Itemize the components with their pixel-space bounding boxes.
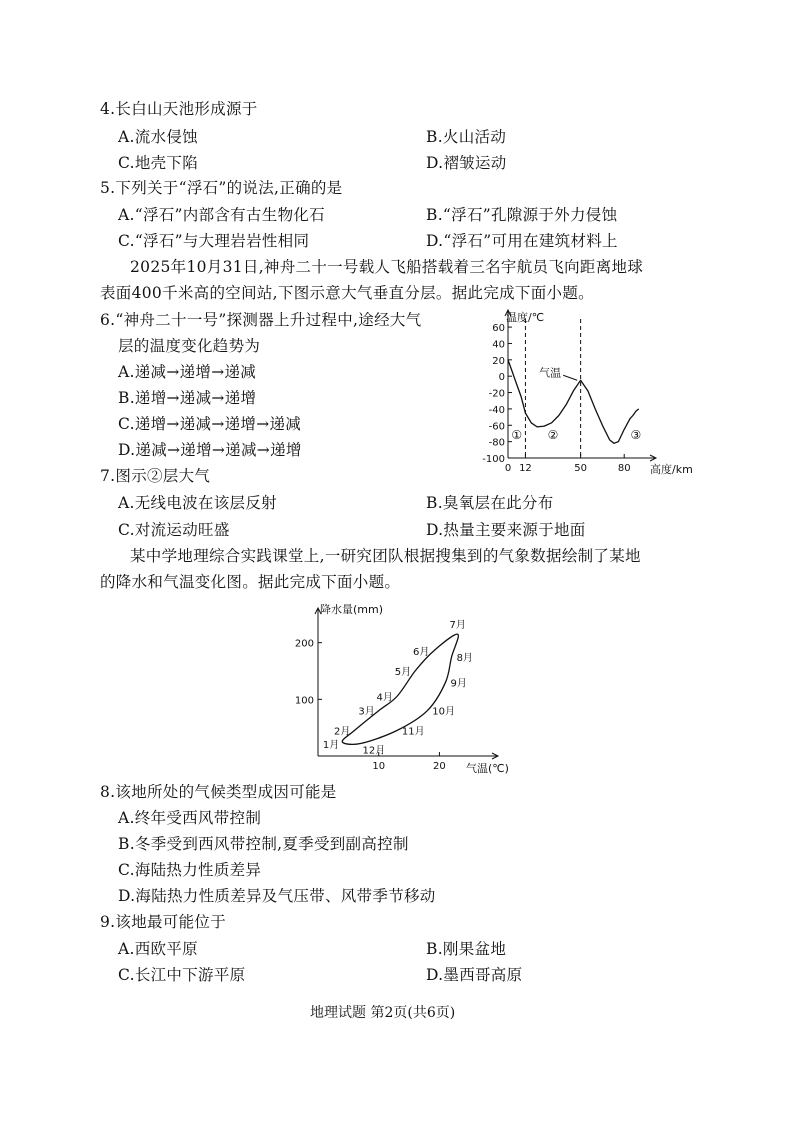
q9-option-a: A.西欧平原 (118, 940, 198, 958)
layer-label: ① (511, 428, 523, 443)
y-axis-label: 降水量(mm) (320, 603, 384, 616)
month-label: 6月 (412, 647, 430, 659)
q6-option-c: C.递增→递减→递增→递减 (118, 415, 302, 433)
q7-stem: 7.图示②层大气 (100, 467, 211, 485)
y-tick-label: 0 (498, 372, 505, 384)
q6-option-d: D.递减→递增→递减→递增 (118, 441, 302, 459)
page-footer: 地理试题 第2页(共6页) (310, 1005, 456, 1021)
series-label: 气温 (539, 366, 562, 380)
month-label: 8月 (456, 652, 473, 664)
q7-option-b: B.臭氧层在此分布 (426, 494, 554, 512)
q4-stem: 4.长白山天池形成源于 (100, 100, 258, 118)
temperature-curve (508, 360, 642, 444)
q9-option-c: C.长江中下游平原 (118, 966, 246, 984)
q4-option-d: D.褶皱运动 (426, 154, 507, 172)
x-axis-label: 气温(℃) (466, 762, 509, 775)
atmosphere-temperature-chart (470, 305, 700, 477)
q5-option-d: D.“浮石”可用在建筑材料上 (426, 232, 618, 250)
month-label: 9月 (450, 678, 467, 690)
month-label: 2月 (334, 726, 351, 738)
climate-loop-curve (342, 634, 458, 744)
q9-option-d: D.墨西哥高原 (426, 966, 523, 984)
x-tick-label: 50 (574, 463, 587, 474)
q6-option-b: B.递增→递减→递增 (118, 389, 257, 407)
passage-2-line-1: 某中学地理综合实践课堂上,一研究团队根据搜集到的气象数据绘制了某地 (130, 547, 641, 565)
y-axis-label: 温度/℃ (506, 311, 545, 324)
y-tick-label: -80 (488, 437, 505, 449)
x-tick-label: 10 (372, 761, 386, 772)
q5-stem: 5.下列关于“浮石”的说法,正确的是 (100, 179, 343, 197)
month-label: 7月 (449, 620, 466, 632)
x-tick-label: 0 (504, 463, 512, 474)
q4-option-b: B.火山活动 (426, 128, 507, 146)
q7-option-a: A.无线电波在该层反射 (118, 494, 277, 512)
series-label-leader (563, 375, 577, 380)
x-tick-label: 80 (617, 463, 631, 474)
x-tick-label: 20 (433, 761, 446, 772)
q5-option-c: C.“浮石”与大理岩岩性相同 (118, 232, 310, 250)
q5-option-b: B.“浮石”孔隙源于外力侵蚀 (426, 206, 618, 224)
y-tick-label: 100 (294, 695, 314, 707)
climate-loop-chart (288, 598, 518, 778)
q6-stem-line-2: 层的温度变化趋势为 (118, 337, 261, 355)
month-label: 12月 (362, 745, 386, 757)
q8-option-c: C.海陆热力性质差异 (118, 861, 262, 879)
month-label: 10月 (432, 706, 456, 718)
month-label: 5月 (394, 667, 412, 678)
y-tick-label: 60 (492, 323, 505, 335)
y-tick-label: 20 (492, 355, 505, 367)
q9-stem: 9.该地最可能位于 (100, 913, 226, 931)
q9-option-b: B.刚果盆地 (426, 940, 507, 958)
q7-option-c: C.对流运动旺盛 (118, 521, 230, 539)
q7-option-d: D.热量主要来源于地面 (426, 521, 586, 539)
month-label: 11月 (401, 726, 425, 738)
x-tick-label: 12 (519, 463, 532, 474)
q4-option-c: C.地壳下陷 (118, 154, 199, 172)
q8-stem: 8.该地所处的气候类型成因可能是 (100, 783, 337, 801)
q4-option-a: A.流水侵蚀 (118, 128, 198, 146)
q5-option-a: A.“浮石”内部含有古生物化石 (118, 206, 325, 224)
x-axis-label: 高度/km (650, 463, 693, 476)
y-tick-label: -60 (488, 421, 505, 433)
passage-1-line-2: 表面400千米高的空间站,下图示意大气垂直分层。据此完成下面小题。 (100, 284, 594, 302)
month-label: 4月 (376, 692, 393, 704)
month-label: 1月 (322, 739, 340, 751)
month-label: 3月 (358, 706, 375, 718)
q6-option-a: A.递减→递增→递减 (118, 363, 257, 381)
q6-stem-line-1: 6.“神舟二十一号”探测器上升过程中,途经大气 (100, 311, 422, 329)
y-tick-label: 40 (492, 339, 505, 351)
layer-label: ③ (630, 428, 642, 443)
layer-label: ② (547, 428, 559, 443)
y-tick-label: -40 (488, 404, 505, 416)
q8-option-d: D.海陆热力性质差异及气压带、风带季节移动 (118, 887, 436, 905)
y-tick-label: 200 (294, 638, 314, 650)
q8-option-b: B.冬季受到西风带控制,夏季受到副高控制 (118, 835, 409, 853)
q8-option-a: A.终年受西风带控制 (118, 809, 262, 827)
y-tick-label: -20 (488, 388, 505, 400)
passage-2-line-2: 的降水和气温变化图。据此完成下面小题。 (100, 573, 401, 591)
passage-1-line-1: 2025年10月31日,神舟二十一号载人飞船搭载着三名宇航员飞向距离地球 (130, 258, 644, 276)
y-tick-label: -100 (482, 454, 505, 465)
